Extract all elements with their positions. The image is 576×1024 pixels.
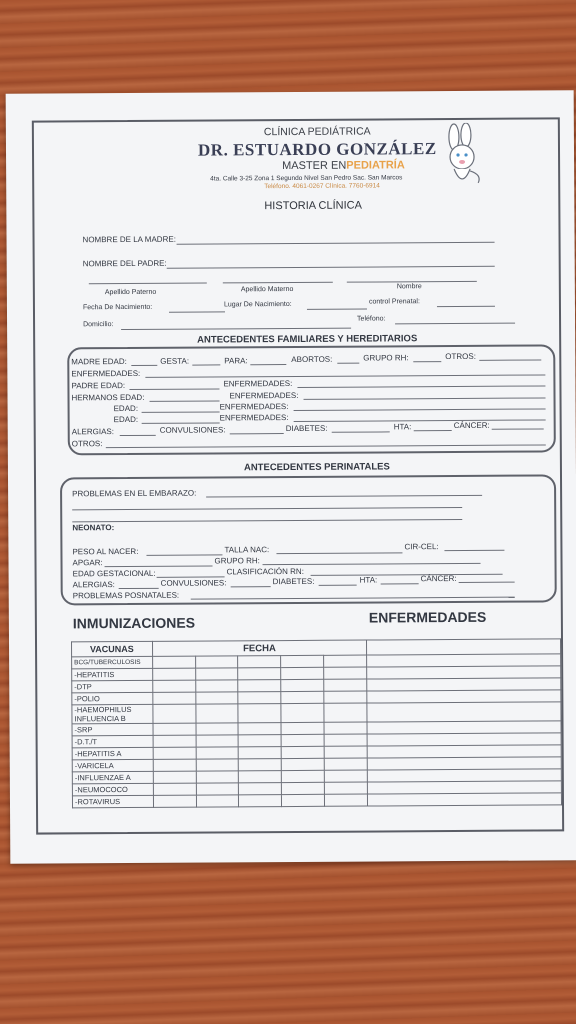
- fecha-cell[interactable]: [324, 734, 367, 746]
- grupo-rh-nn-label: GRUPO RH:: [214, 556, 260, 566]
- fecha-cell[interactable]: [324, 655, 367, 667]
- enfermedades-cell[interactable]: [367, 639, 561, 655]
- fecha-cell[interactable]: [196, 795, 239, 807]
- telefono-label: Teléfono:: [357, 315, 386, 323]
- fecha-cell[interactable]: [196, 723, 239, 735]
- fecha-cell[interactable]: [239, 771, 282, 783]
- alergias-field[interactable]: [120, 435, 156, 436]
- fecha-cell[interactable]: [239, 735, 282, 747]
- paper-sheet: [6, 90, 576, 863]
- edad-gest-label: EDAD GESTACIONAL:: [72, 568, 156, 579]
- fecha-cell[interactable]: [195, 704, 238, 723]
- fecha-cell[interactable]: [238, 680, 281, 692]
- fecha-cell[interactable]: [325, 794, 368, 806]
- apellido-materno-label: Apellido Materno: [240, 285, 294, 294]
- vaccine-name: -SRP: [72, 723, 153, 735]
- fecha-cell[interactable]: [238, 692, 281, 704]
- fecha-cell[interactable]: [239, 783, 282, 795]
- fecha-cell[interactable]: [195, 656, 238, 668]
- apgar-label: APGAR:: [72, 558, 103, 568]
- convulsiones-label: CONVULSIONES:: [159, 425, 226, 435]
- fecha-cell[interactable]: [239, 747, 282, 759]
- edad3-label: EDAD:: [113, 414, 139, 425]
- fecha-cell[interactable]: [239, 759, 282, 771]
- doctor-name: DR. ESTUARDO GONZÁLEZ: [197, 139, 437, 160]
- vaccine-table: [71, 638, 562, 808]
- clasificacion-label: CLASIFICACIÓN RN:: [226, 566, 304, 577]
- fecha-cell[interactable]: [282, 758, 325, 770]
- hta-nn-label: HTA:: [359, 575, 378, 585]
- padre-edad-label: PADRE EDAD:: [71, 381, 126, 391]
- fecha-cell[interactable]: [153, 704, 196, 723]
- fecha-cell[interactable]: [196, 747, 239, 759]
- fecha-cell[interactable]: [324, 703, 367, 722]
- fecha-cell[interactable]: [324, 679, 367, 691]
- vaccine-name: -HAEMOPHILUS INFLUENCIA B: [72, 704, 153, 723]
- neonato-label: NEONATO:: [72, 523, 115, 533]
- fecha-cell[interactable]: [324, 691, 367, 703]
- fecha-cell[interactable]: [196, 759, 239, 771]
- gesta-field[interactable]: [192, 364, 220, 365]
- cancer-label: CÁNCER:: [453, 420, 490, 431]
- vaccine-name: -POLIO: [72, 692, 153, 704]
- fecha-cell[interactable]: [325, 758, 368, 770]
- fecha-cell[interactable]: [325, 770, 368, 782]
- convulsiones-nn-label: CONVULSIONES:: [160, 578, 227, 588]
- fecha-cell[interactable]: [238, 668, 281, 680]
- vaccine-name: BCG/TUBERCULOSIS: [72, 656, 153, 668]
- grupo-rh-field[interactable]: [413, 361, 441, 362]
- madre-edad-label: MADRE EDAD:: [71, 357, 127, 367]
- diabetes-nn-label: DIABETES:: [272, 576, 315, 587]
- fecha-cell[interactable]: [195, 680, 238, 692]
- vaccine-name: -INFLUENZAE A: [72, 771, 153, 783]
- clinic-phones: Teléfono. 4061-0267 Clínica. 7760-6914: [264, 182, 380, 191]
- form-title: HISTORIA CLÍNICA: [264, 199, 362, 213]
- inmunizaciones-title: INMUNIZACIONES: [72, 614, 196, 632]
- fecha-cell[interactable]: [196, 771, 239, 783]
- fecha-cell[interactable]: [281, 691, 324, 703]
- fecha-cell[interactable]: [239, 795, 282, 807]
- alergias-label: ALERGIAS:: [71, 427, 114, 437]
- fecha-cell[interactable]: [282, 782, 325, 794]
- fecha-cell[interactable]: [324, 667, 367, 679]
- para-label: PARA:: [224, 356, 248, 366]
- hermanos-enfermedades-label: ENFERMEDADES:: [229, 390, 299, 401]
- fecha-cell[interactable]: [153, 723, 196, 735]
- otros-label: OTROS:: [445, 351, 476, 362]
- talla-label: TALLA NAC:: [224, 545, 270, 555]
- domicilio-label: Domicilio:: [83, 321, 114, 329]
- fecha-cell[interactable]: [281, 667, 324, 679]
- fecha-cell[interactable]: [324, 746, 367, 758]
- edad2-label: EDAD:: [113, 403, 139, 414]
- fecha-cell[interactable]: [281, 679, 324, 691]
- specialty: PEDIATRÍA: [346, 159, 405, 172]
- fecha-cell[interactable]: [153, 759, 196, 771]
- enfermedades-cell[interactable]: [367, 702, 561, 722]
- nombre-label: Nombre: [396, 283, 422, 291]
- perinatales-title: ANTECEDENTES PERINATALES: [243, 461, 390, 474]
- vaccine-name: -ROTAVIRUS: [72, 795, 153, 807]
- fecha-cell[interactable]: [153, 771, 196, 783]
- vaccine-name: -HEPATITIS: [72, 668, 153, 680]
- problemas-embarazo-label: PROBLEMAS EN EL EMBARAZO:: [72, 488, 197, 499]
- fecha-cell[interactable]: [281, 722, 324, 734]
- diabetes-label: DIABETES:: [285, 423, 328, 434]
- peso-label: PESO AL NACER:: [72, 546, 139, 557]
- vacunas-header: VACUNAS: [72, 641, 153, 656]
- hermanos-edad-label: HERMANOS EDAD:: [71, 392, 145, 403]
- abortos-field[interactable]: [337, 363, 359, 364]
- madre-edad-field[interactable]: [131, 365, 157, 366]
- vaccine-name: -DTP: [72, 680, 153, 692]
- clinic-address: 4ta. Calle 3-25 Zona 1 Segundo Nivel San Pedro Sac. San Marcos: [210, 174, 403, 183]
- fecha-cell[interactable]: [152, 680, 195, 692]
- fecha-cell[interactable]: [195, 692, 238, 704]
- fecha-cell[interactable]: [325, 782, 368, 794]
- fecha-cell[interactable]: [153, 735, 196, 747]
- enfermedades-title: ENFERMEDADES: [368, 608, 487, 626]
- familiares-title: ANTECEDENTES FAMILIARES Y HEREDITARIOS: [197, 333, 418, 346]
- diabetes-nn-field[interactable]: [319, 585, 357, 586]
- fecha-cell[interactable]: [282, 746, 325, 758]
- fecha-cell[interactable]: [152, 692, 195, 704]
- fecha-cell[interactable]: [153, 795, 196, 807]
- bunny-logo-icon: [436, 123, 492, 193]
- fecha-cell[interactable]: [153, 783, 196, 795]
- fecha-cell[interactable]: [324, 722, 367, 734]
- fecha-cell[interactable]: [153, 747, 196, 759]
- fecha-cell[interactable]: [238, 704, 281, 723]
- cancer-nn-label: CÁNCER:: [420, 573, 457, 584]
- enfermedades2-label: ENFERMEDADES:: [219, 402, 289, 412]
- circel-label: CIR-CEL:: [404, 542, 439, 552]
- fecha-cell[interactable]: [152, 668, 195, 680]
- fecha-cell[interactable]: [281, 703, 324, 722]
- clinic-name: CLÍNICA PEDIÁTRICA: [263, 125, 371, 139]
- problemas-pos-label: PROBLEMAS POSNATALES:: [72, 590, 180, 601]
- hta-label: HTA:: [393, 422, 412, 432]
- vaccine-name: -NEUMOCOCO: [72, 783, 153, 795]
- vaccine-name: -HEPATITIS A: [72, 747, 153, 759]
- otros2-label: OTROS:: [71, 439, 103, 449]
- grupo-rh-label: GRUPO RH:: [363, 353, 409, 363]
- fecha-cell[interactable]: [282, 794, 325, 806]
- madre-label: NOMBRE DE LA MADRE:: [82, 234, 176, 245]
- fecha-cell[interactable]: [196, 735, 239, 747]
- specialty-line: [282, 159, 405, 172]
- control-label: control Prenatal:: [368, 298, 420, 306]
- table-row: [72, 793, 561, 808]
- fecha-cell[interactable]: [238, 656, 281, 668]
- fecha-nac-label: Fecha De Nacimiento:: [82, 303, 153, 312]
- fecha-cell[interactable]: [196, 783, 239, 795]
- abortos-label: ABORTOS:: [291, 354, 333, 365]
- enfermedades-cell[interactable]: [368, 793, 562, 806]
- fecha-cell[interactable]: [281, 734, 324, 746]
- specialty-prefix: MASTER EN: [282, 159, 347, 173]
- fecha-cell[interactable]: [195, 668, 238, 680]
- fecha-cell[interactable]: [282, 770, 325, 782]
- fecha-header: FECHA: [152, 640, 367, 656]
- fecha-cell[interactable]: [152, 656, 195, 668]
- apellido-paterno-label: Apellido Paterno: [104, 288, 157, 297]
- gesta-label: GESTA:: [160, 356, 190, 366]
- fecha-cell[interactable]: [238, 723, 281, 735]
- vaccine-name: -D.T./T: [72, 735, 153, 747]
- enfermedades-label: ENFERMEDADES:: [71, 368, 141, 379]
- vaccine-name: -VARICELA: [72, 759, 153, 771]
- alergias-nn-label: ALERGIAS:: [72, 580, 115, 590]
- padre-label: NOMBRE DEL PADRE:: [82, 258, 167, 269]
- lugar-nac-label: Lugar De Nacimiento:: [223, 300, 292, 309]
- enfermedades3-label: ENFERMEDADES:: [219, 413, 289, 423]
- fecha-cell[interactable]: [281, 655, 324, 667]
- para-field[interactable]: [250, 364, 286, 365]
- padre-enfermedades-label: ENFERMEDADES:: [223, 378, 293, 389]
